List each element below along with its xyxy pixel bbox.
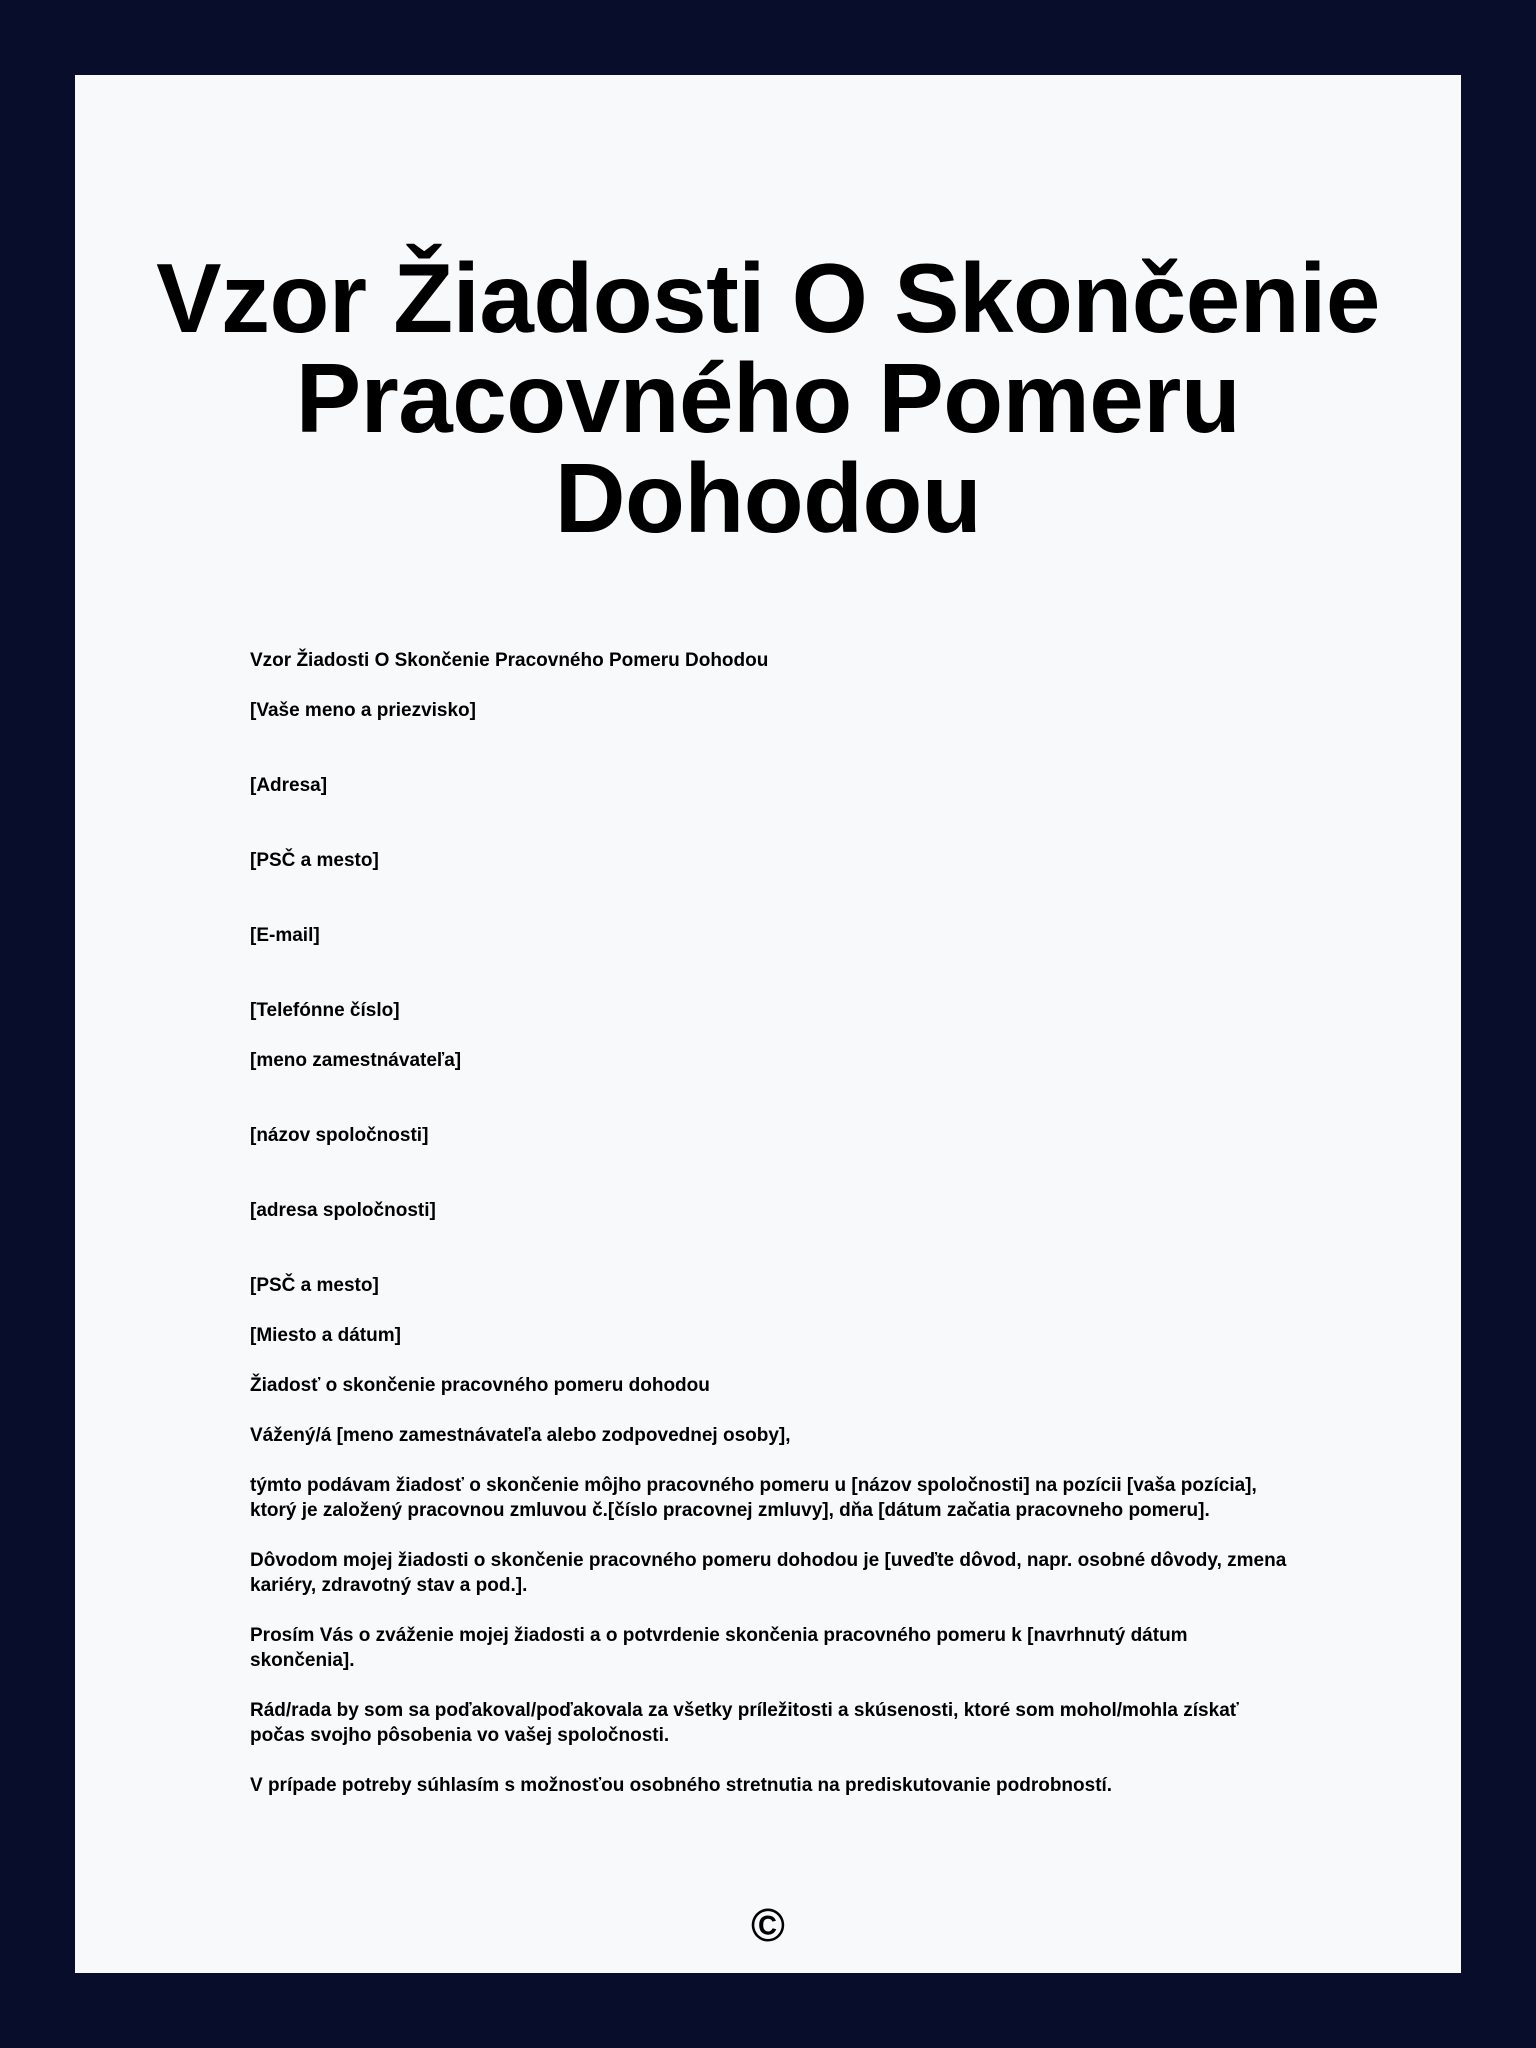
recipient-employer-name: [meno zamestnávateľa] [250, 1050, 462, 1071]
paragraph-reason: Dôvodom mojej žiadosti o skončenie pracovného pomeru dohodou je [uveďte dôvod, napr. osobné dôvody, zmena kariéry, zdravotný stav a pod.]. [250, 1550, 1287, 1596]
paragraph-confirmation: Prosím Vás o zváženie mojej žiadosti a o potvrdenie skončenia pracovného pomeru k [navrhnutý dátum skončenia]. [250, 1625, 1188, 1671]
recipient-company-name: [názov spoločnosti] [250, 1125, 429, 1146]
sender-email: [E-mail] [250, 925, 320, 946]
place-date: [Miesto a dátum] [250, 1325, 401, 1346]
recipient-company-address: [adresa spoločnosti] [250, 1200, 436, 1221]
copyright-icon: © [751, 1899, 785, 1951]
sender-zip-city: [PSČ a mesto] [250, 850, 379, 871]
sender-phone: [Telefónne číslo] [250, 1000, 400, 1021]
sender-name: [Vaše meno a priezvisko] [250, 700, 476, 721]
document-heading: Vzor Žiadosti O Skončenie Pracovného Pomeru Dohodou [250, 650, 769, 671]
recipient-zip-city: [PSČ a mesto] [250, 1275, 379, 1296]
subject-line: Žiadosť o skončenie pracovného pomeru dohodou [250, 1375, 710, 1396]
paragraph-request: týmto podávam žiadosť o skončenie môjho pracovného pomeru u [názov spoločnosti] na pozícii [vaša pozícia], ktorý je založený pracovnou zmluvou č.[číslo pracovnej zmluvy], dňa [dátum začatia pracovneho pomeru]. [250, 1475, 1257, 1521]
salutation: Vážený/á [meno zamestnávateľa alebo zodpovednej osoby], [250, 1425, 791, 1446]
document-body [250, 648, 1290, 1798]
page-title: Vzor Žiadosti O Skončenie Pracovného Pomeru Dohodou [156, 243, 1380, 553]
paragraph-meeting: V prípade potreby súhlasím s možnosťou osobného stretnutia na prediskutovanie podrobností. [250, 1775, 1113, 1796]
paragraph-thanks: Rád/rada by som sa poďakoval/poďakovala za všetky príležitosti a skúsenosti, ktoré som mohol/mohla získať počas svojho pôsobenia vo vašej spoločnosti. [250, 1700, 1239, 1746]
sender-address: [Adresa] [250, 775, 328, 796]
document-page [75, 75, 1461, 1973]
